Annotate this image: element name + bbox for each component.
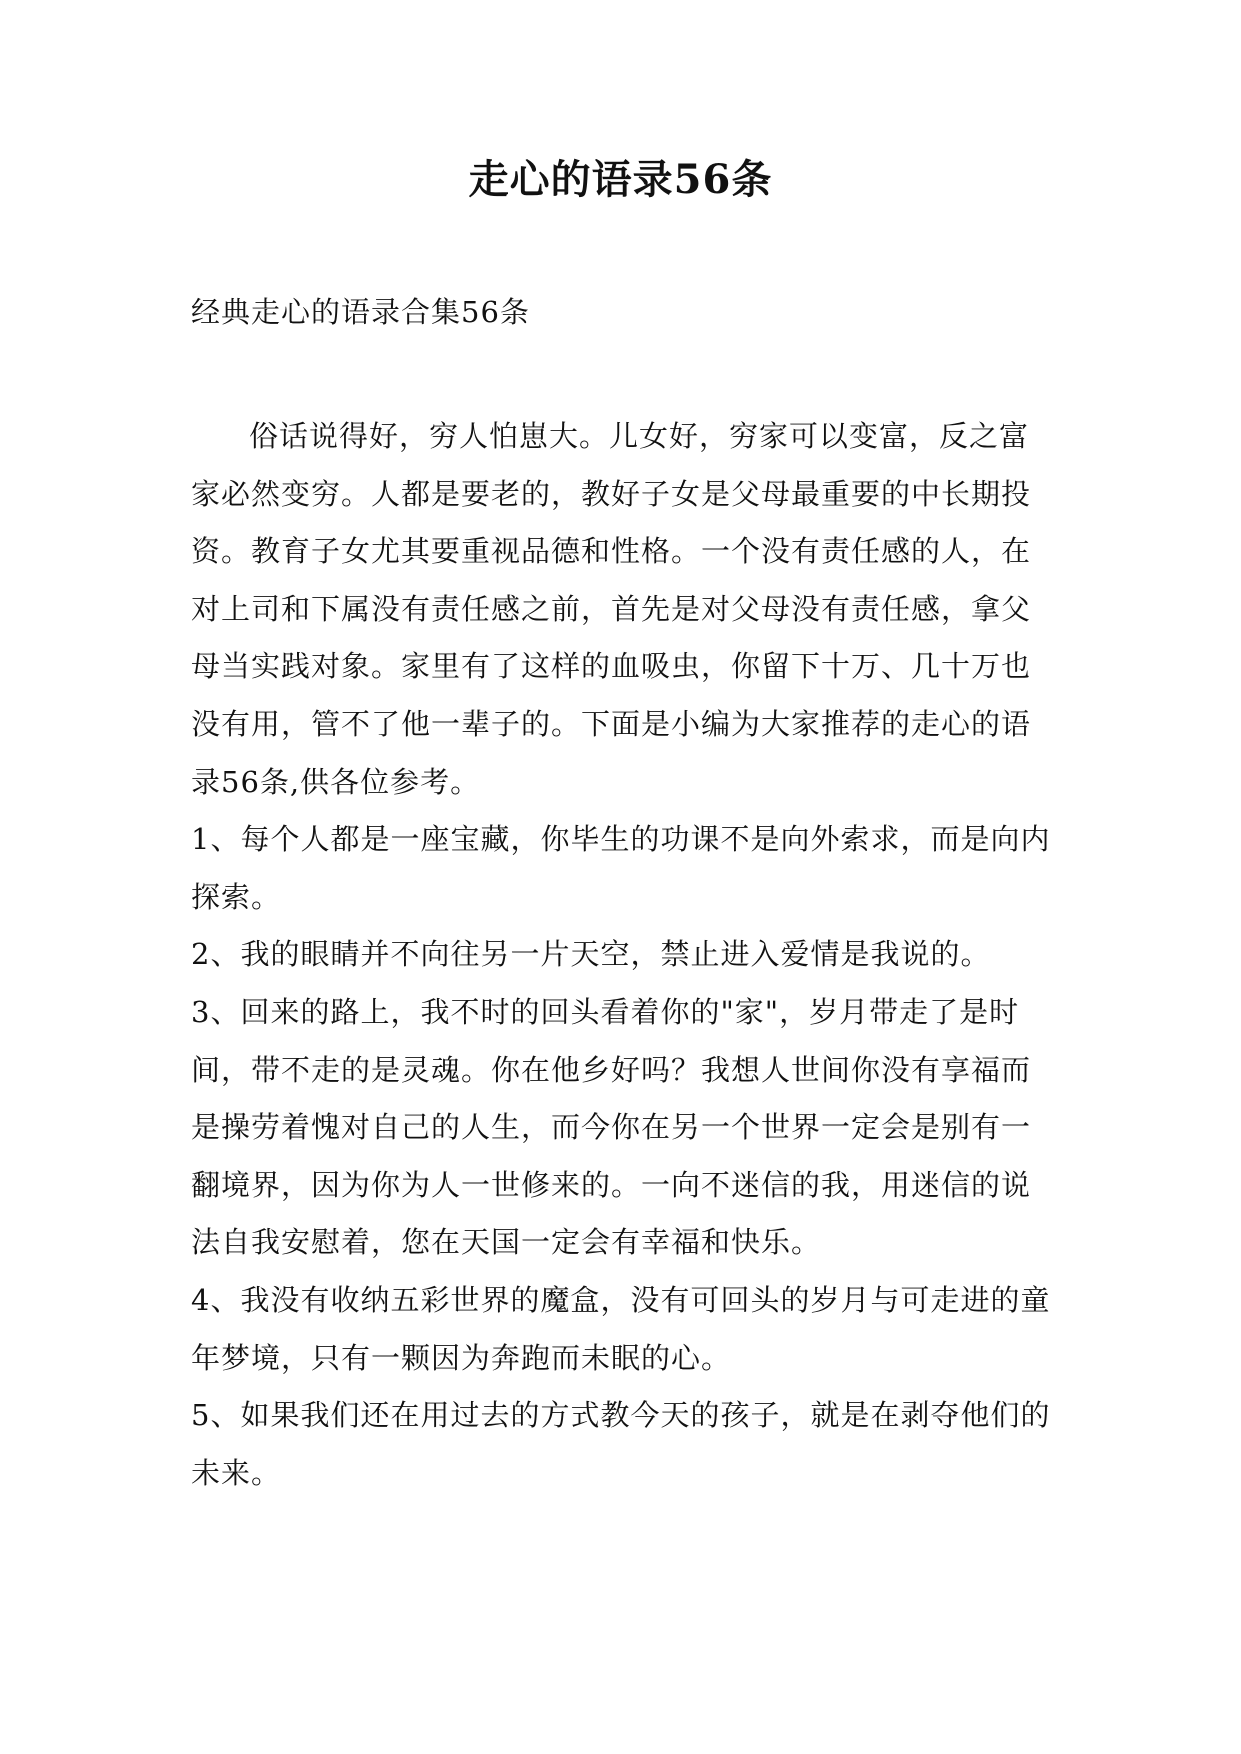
document-subtitle: 经典走心的语录合集56条 (191, 295, 530, 329)
quote-item-5: 5、如果我们还在用过去的方式教今天的孩子，就是在剥夺他们的未来。 (191, 1398, 1051, 1490)
document-body (191, 408, 1053, 1502)
document-title: 走心的语录56条 (468, 156, 773, 203)
quote-item-1: 1、每个人都是一座宝藏，你毕生的功课不是向外索求，而是向内探索。 (191, 822, 1051, 914)
intro-paragraph: 俗话说得好，穷人怕崽大。儿女好，穷家可以变富，反之富家必然变穷。人都是要老的，教好子女是父母最重要的中长期投资。教育子女尤其要重视品德和性格。一个没有责任感的人，在对上司和下属没有责任感之前，首先是对父母没有责任感，拿父母当实践对象。家里有了这样的血吸虫，你留下十万、几十万也没有用，管不了他一辈子的。下面是小编为大家推荐的走心的语录56条,供各位参考。 (191, 419, 1032, 799)
quote-item-4: 4、我没有收纳五彩世界的魔盒，没有可回头的岁月与可走进的童年梦境，只有一颗因为奔跑而未眠的心。 (191, 1282, 1051, 1375)
quote-item-2: 2、我的眼睛并不向往另一片天空，禁止进入爱情是我说的。 (191, 937, 991, 972)
quote-item-3: 3、回来的路上，我不时的回头看着你的"家"，岁月带走了是时间，带不走的是灵魂。你在他乡好吗？我想人世间你没有享福而是操劳着愧对自己的人生，而今你在另一个世界一定会是别有一翻境界，因为你为人一世修来的。一向不迷信的我，用迷信的说法自我安慰着，您在天国一定会有幸福和快乐。 (191, 994, 1032, 1260)
